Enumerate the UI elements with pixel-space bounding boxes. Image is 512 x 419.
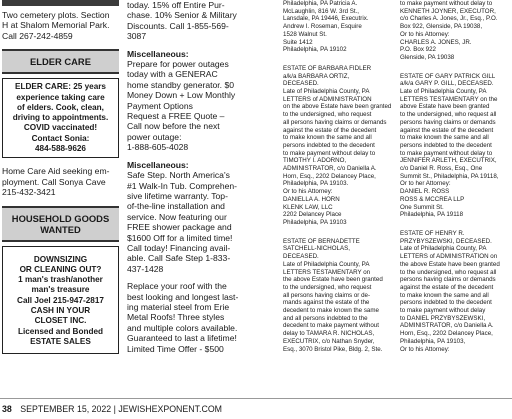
notice-line: to DANIEL PRZYBYSZEWSKI, [400,314,486,322]
roof-ad [127,281,274,354]
legal-notice [400,230,510,353]
notice-line: persons indebted to the decedent [400,299,492,307]
notice-line: One Summit St. [400,203,444,211]
legal-notices-column-4 [400,0,510,395]
ad-line: Home Care Aid seeking em- [2,166,110,177]
ad-line: Call 267-242-4859 [2,30,73,41]
notice-line: the above Estate have been granted [283,276,383,284]
notice-line: to make payment without delay [400,307,486,315]
ad-line: Replace your roof with the [127,281,227,292]
notice-line: against the estate of the decedent [400,283,494,291]
notice-line: SATCHELL-NICHOLAS, [283,245,350,253]
page-number: 38 [2,404,12,414]
ad-line: Call today! Financing avail- [127,242,231,253]
generac-ad [127,49,274,153]
notice-line: Summit St., Philadelphia, PA 19118, [400,172,499,180]
notice-line: ESTATE OF BARBARA FIDLER [283,64,372,72]
ad-line: and multiple colors available. [127,322,238,333]
notice-line: mands against the estate of the [283,299,370,307]
notice-line: Or to her Attorney: [400,180,451,188]
ad-line: $1600 Off for a limited time! [127,232,233,243]
ad-line: OR CLEANING OUT? [19,264,102,274]
notice-line: Late of Philadelphia County, PA [400,245,487,253]
notice-line: decedent to make known the same [283,307,379,315]
ad-line: 484-588-9626 [35,144,86,153]
ad-line: Limited Time Offer - $500 [127,343,224,354]
ad-line: Prepare for power outages [127,59,229,70]
notice-line: above Estate have been granted [400,103,490,111]
legal-notice [400,73,510,219]
notice-line: persons having claims or demands [400,276,496,284]
ad-line: 1 man's trash/another [18,275,103,285]
notice-line: Horn, Esq., 2202 Delancey Place, [283,172,376,180]
notice-line: 2202 Delancey Place [283,211,342,219]
ad-line: driving to appointments. [12,113,109,123]
notice-line: Esq., 3070 Bristol Pike, Bldg. 2, Ste. [283,345,383,353]
ad-line: experience taking care [16,92,105,102]
legal-notice [400,0,510,62]
classifieds-column-2 [127,0,274,395]
notice-line: Lansdale, PA 19446, Executrix. [283,15,369,23]
ad-line: Contact Sonia: [31,133,90,143]
ad-line: home standby generator. $0 [127,79,235,90]
notice-line: McLaughlin, 816 W. 3rd St., [283,7,360,15]
ad-line: service. Now featuring our [127,211,227,222]
notice-line: to the undersigned, who request [283,111,372,119]
notice-line: to the undersigned, who request [283,283,372,291]
notice-line: persons indebted to the decedent [400,141,492,149]
ad-line: 3087 [127,31,147,42]
notice-line: Suite 1412 [283,38,313,46]
ad-line: Call now before the next [127,121,220,132]
ad-line: Metal Roofs! Three styles [127,312,225,323]
notice-line: and all persons indebted to the [283,314,368,322]
notice-line: a/k/a GARY P. GILL, DECEASED. [400,80,494,88]
notice-line: EXECUTRIX, c/o Nathan Snyder, [283,337,375,345]
header-line: WANTED [40,223,81,235]
notice-line: DANIELLA A. HORN [283,195,340,203]
ad-line: #1 Walk-In Tub. Comprehen- [127,180,238,191]
notice-line: LETTERS TESTAMENTARY on the [400,95,498,103]
notice-line: decedent to make payment without [283,322,379,330]
legal-notice [283,0,393,54]
ad-line: CLOSET INC. [34,316,87,326]
classifieds-column-1 [2,0,119,395]
footer-date-site: SEPTEMBER 15, 2022 | JEWISHEXPONENT.COM [20,404,222,414]
notice-line: to make known the same and all [400,134,489,142]
notice-line: Or to his Attorney: [283,188,333,196]
notice-line: DECEASED. [283,253,319,261]
ad-line: today with a GENERAC [127,69,218,80]
discount-ad-continued [127,0,274,42]
notice-line: to make known the same and all [400,291,489,299]
notice-line: LETTERS of ADMINISTRATION [283,95,372,103]
notice-line: to make payment without delay to [283,149,376,157]
notice-line: against the estate of the decedent [283,126,377,134]
ad-line: 215-432-3421 [2,187,56,198]
notice-line: KENNETH JOYNER, EXECUTOR, [400,7,496,15]
notice-line: Philadelphia, PA 19118 [400,211,464,219]
notice-line: TIMOTHY I. ADORNO, [283,157,347,165]
ad-line: today. 15% off Entire Pur- [127,0,225,10]
notice-line: on the above Estate have been granted [283,103,392,111]
ad-line: ELDER CARE: 25 years [14,82,106,92]
ad-line: COVID vaccinated! [23,123,98,133]
elder-care-ad-box [2,78,119,158]
ad-line: of elders. Cook, clean, [17,102,104,112]
notice-line: delay to TAMARA R. NICHOLAS, [283,330,375,338]
notice-line: c/o Daniel R. Ross, Esq., One [400,165,483,173]
notice-line: Philadelphia, PA 19102 [283,46,347,54]
ad-line: Guaranteed to last a lifetime! [127,333,237,344]
ad-line: man's treasure [31,285,90,295]
notice-line: LETTERS TESTAMENTARY on [283,268,371,276]
notice-line: persons having claims or demands [400,118,496,126]
legal-notice [283,238,393,354]
ad-heading: Miscellaneous: [127,48,189,59]
legal-notices-column-3 [283,0,393,395]
notice-line: Philadelphia, PA 19103 [283,218,347,226]
notice-line: 1528 Walnut St. [283,30,327,38]
notice-line: P.O. Box 922 [400,46,437,54]
ad-line: Discounts. Call 1-855-569- [127,20,229,31]
notice-line: the above Estate have been granted [400,260,500,268]
notice-line: ROSS & MCCREA LLP [400,195,465,203]
notice-line: ADMINISTRATOR, c/o Daniella A. [400,322,494,330]
notice-line: Or to his Attorney: [400,30,450,38]
notice-line: Andrew I. Roseman, Esquire [283,23,362,31]
notice-line: PRZYBYSZEWSKI, DECEASED. [400,237,492,245]
header-bar [2,0,119,6]
notice-line: a/k/a BARBARA ORTIZ, [283,72,350,80]
notice-line: Philadelphia, PA 19103. [283,180,349,188]
notice-line: c/o Charles A. Jones, Jr., Esq., P.O. [400,15,498,23]
notice-line: persons indebted to the decedent [283,141,375,149]
notice-line: Philadelphia, PA 19103, [400,337,466,345]
ad-line: sive lifetime warranty. Top- [127,190,228,201]
notice-line: JENNIFER ARLETH, EXECUTRIX, [400,157,497,165]
ad-line: of-the-line installation and [127,201,225,212]
ad-line: best looking and longest last- [127,291,239,302]
ad-line: chase. 10% Senior & Military [127,10,237,21]
notice-line: Late of Philadelphia County, PA [283,88,370,96]
notice-line: to the undersigned, who request all [400,268,497,276]
ad-heading: Miscellaneous: [127,159,189,170]
ad-line: Request a FREE Quote – [127,111,225,122]
notice-line: Late of Philadelphia County, PA [400,88,487,96]
cemetery-plots-ad [2,10,119,41]
notice-line: to make known the same and all [283,134,372,142]
ad-line: ing material steel from Erie [127,301,230,312]
ad-line: Licensed and Bonded [17,326,104,336]
ad-line: DOWNSIZING [33,254,88,264]
ad-line: H at Shalom Memorial Park. [2,20,110,31]
notice-line: ADMINISTRATOR, c/o Daniella A. [283,165,377,173]
ad-line: power outage: [127,131,182,142]
notice-line: DANIEL R. ROSS [400,188,450,196]
notice-line: LETTERS of ADMINISTRATION on [400,253,498,261]
ad-line: FREE shower package and [127,222,232,233]
notice-line: Late of Philadelphia County, PA [283,260,370,268]
ad-line: ployment. Call Sonya Cave [2,176,106,187]
ad-line: able. Call Safe Step 1-833- [127,253,231,264]
notice-line: ESTATE OF BERNADETTE [283,237,360,245]
ad-line: Payment Options [127,100,193,111]
notice-line: Or to his Attorney: [400,345,450,353]
notice-line: Horn, Esq., 2202 Delancey Place, [400,330,493,338]
notice-line: to make payment without delay to [400,149,493,157]
notice-line: to the undersigned, who request all [400,111,497,119]
home-care-ad [2,166,119,197]
notice-line: Glenside, PA 19038 [400,53,455,61]
ad-line: CASH IN YOUR [30,306,91,315]
ad-line: 437-1428 [127,263,164,274]
section-header-elder-care: ELDER CARE [2,49,119,74]
notice-line: against the estate of the decedent [400,126,494,134]
ad-line: Safe Step. North America's [127,170,230,181]
notice-line: all persons having claims or de- [283,291,371,299]
section-header-household-goods [2,206,119,242]
notice-line: KLENK LAW, LLC [283,203,333,211]
notice-line: CHARLES A. JONES, JR. [400,38,472,46]
notice-line: all persons having claims or demands [283,118,387,126]
page-footer [0,398,512,419]
safe-step-ad [127,160,274,274]
notice-line: ESTATE OF GARY PATRICK GILL [400,72,496,80]
notice-line: Box 922, Glenside, PA 19038, [400,23,483,31]
ad-line: 1-888-605-4028 [127,142,189,153]
ad-line: Two cemetery plots. Section [2,10,110,20]
ad-line: ESTATE SALES [30,336,91,346]
notice-line: to make payment without delay to [400,0,493,7]
notice-line: DECEASED. [283,80,319,88]
legal-notice [283,65,393,227]
ad-line: Call Joel 215-947-2817 [17,295,104,305]
downsizing-ad-box [2,246,119,355]
ad-line: Money Down + Low Monthly [127,90,236,101]
header-line: HOUSEHOLD GOODS [11,212,110,224]
notice-line: ESTATE OF HENRY R. [400,229,465,237]
notice-line: Philadelphia, PA Patricia A. [283,0,358,7]
